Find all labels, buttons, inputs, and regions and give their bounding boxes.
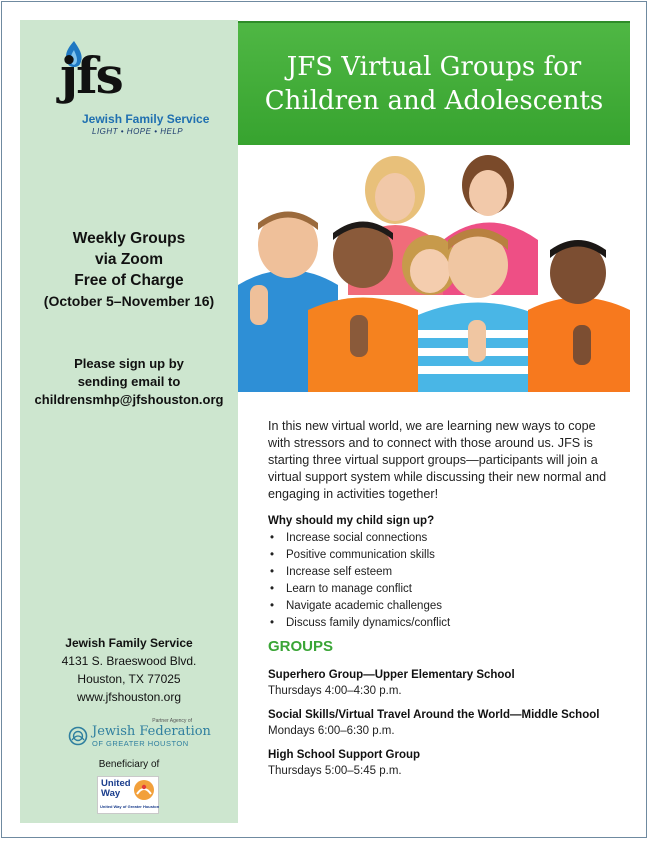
group-title: Superhero Group—Upper Elementary School (268, 669, 515, 681)
contact-address-line: 4131 S. Braeswood Blvd. (61, 654, 197, 668)
group-title: Social Skills/Virtual Travel Around the World—Middle School (268, 709, 600, 721)
group-entry (268, 707, 599, 739)
signup-line: Please sign up by (74, 356, 184, 371)
group-entry (268, 667, 515, 699)
group-time: Thursdays 5:00–5:45 p.m. (268, 765, 402, 777)
list-item: • Navigate academic challenges (268, 598, 450, 615)
group-time: Thursdays 4:00–4:30 p.m. (268, 685, 402, 697)
group-entry (268, 747, 420, 779)
logo-letters: jfs (60, 46, 122, 105)
list-item: • Positive communication skills (268, 547, 450, 564)
jewish-federation-logo (68, 718, 211, 750)
weekly-line: Weekly Groups (72, 230, 186, 247)
united-way-subtitle: United Way of Greater Houston (100, 804, 160, 809)
why-heading: Why should my child sign up? (268, 515, 435, 527)
website-link[interactable]: www.jfshouston.org (76, 690, 182, 704)
logo-tagline: LIGHT • HOPE • HELP (92, 127, 184, 136)
page-title (238, 50, 630, 118)
list-item: • Learn to manage conflict (268, 581, 450, 598)
federation-emblem-icon (68, 726, 88, 746)
children-illustration (238, 145, 630, 392)
title-line: JFS Virtual Groups for (286, 52, 582, 82)
groups-heading: GROUPS (268, 638, 334, 655)
logo-org-name: Jewish Family Service (82, 112, 210, 126)
federation-partner-text: Partner Agency of (152, 718, 192, 724)
intro-paragraph: In this new virtual world, we are learning new ways to cope with stressors and to connect with those around us. JFS is starting three virtual support groups—participants will join a virtual support system while discussing their new normal and engaging in activities together! (268, 419, 607, 501)
weekly-line: via Zoom (94, 251, 164, 268)
united-way-logo (97, 776, 159, 814)
federation-subtitle: OF GREATER HOUSTON (92, 739, 189, 748)
reasons-list (268, 530, 450, 632)
united-way-text: United Way (101, 778, 131, 799)
title-line: Children and Adolescents (264, 86, 604, 116)
contact-org-name: Jewish Family Service (65, 636, 193, 650)
children-photo (238, 145, 630, 392)
group-time: Mondays 6:00–6:30 p.m. (268, 725, 395, 737)
group-title: High School Support Group (268, 749, 421, 761)
federation-name: Jewish Federation (92, 724, 211, 739)
contact-address-line: Houston, TX 77025 (77, 672, 181, 686)
title-banner (238, 21, 630, 145)
list-item: • Discuss family dynamics/conflict (268, 615, 450, 632)
date-range: (October 5–November 16) (43, 293, 215, 309)
united-way-emblem-icon (134, 780, 154, 800)
signup-line: sending email to (77, 374, 181, 389)
list-item: • Increase social connections (268, 530, 450, 547)
list-item: • Increase self esteem (268, 564, 450, 581)
weekly-info (20, 228, 238, 312)
signup-email-link[interactable]: childrensmhp@jfshouston.org (34, 392, 224, 407)
beneficiary-label: Beneficiary of (98, 759, 160, 770)
jfs-logo (52, 40, 210, 140)
signup-info (20, 355, 238, 409)
contact-block (20, 634, 238, 706)
weekly-line: Free of Charge (74, 272, 184, 289)
